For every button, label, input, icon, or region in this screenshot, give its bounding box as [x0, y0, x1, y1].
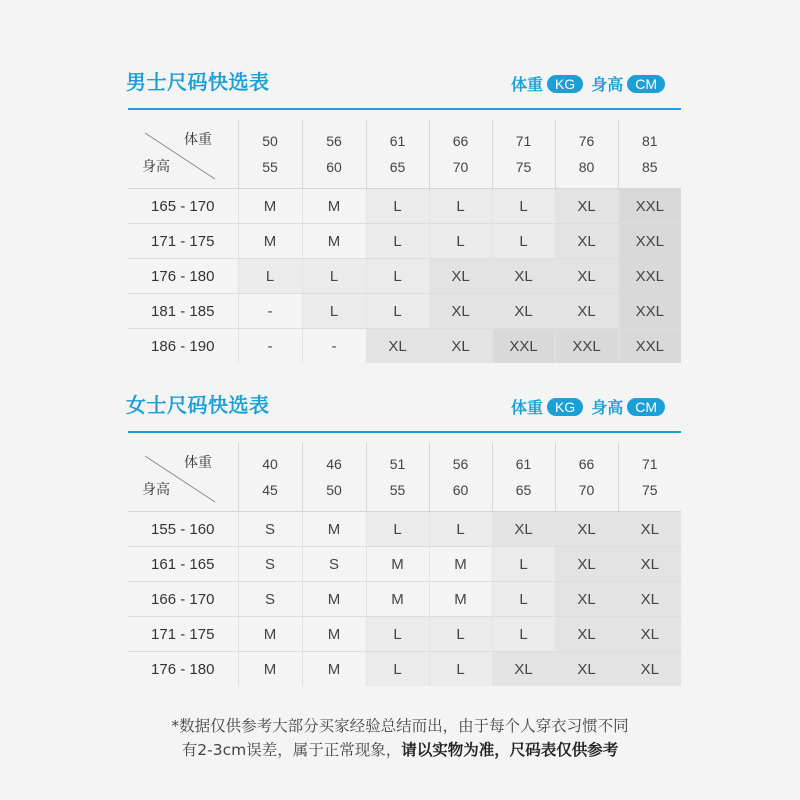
size-cell: XXL	[618, 329, 681, 364]
size-cell: XL	[492, 652, 555, 687]
women-units-legend	[511, 395, 665, 418]
size-cell: L	[302, 259, 366, 294]
size-cell: M	[238, 652, 302, 687]
size-cell: L	[492, 189, 555, 224]
size-cell: XL	[429, 329, 492, 364]
weight-min: 40	[262, 456, 278, 472]
size-cell: S	[238, 547, 302, 582]
disclaimer-line-2-text: 有2-3cm误差，属于正常现象，	[181, 741, 402, 759]
size-cell: L	[366, 224, 429, 259]
weight-max: 45	[262, 482, 278, 498]
size-cell: XL	[618, 617, 681, 652]
weight-unit-label: 体重	[510, 75, 543, 94]
size-cell: M	[238, 224, 302, 259]
men-section-header	[128, 62, 681, 110]
size-cell: M	[302, 189, 366, 224]
size-cell: L	[429, 512, 492, 547]
weight-max: 75	[515, 159, 532, 175]
weight-max: 60	[452, 482, 469, 498]
size-cell: M	[238, 189, 302, 224]
weight-min: 51	[389, 456, 406, 472]
corner-height-label: 身高	[142, 482, 170, 498]
size-cell: L	[492, 617, 555, 652]
weight-column-header	[302, 443, 366, 512]
men-size-table	[128, 120, 681, 363]
size-cell: M	[429, 547, 492, 582]
weight-column-header	[492, 120, 555, 189]
size-cell: L	[429, 652, 492, 687]
weight-min: 71	[515, 133, 532, 149]
size-cell: L	[238, 259, 302, 294]
table-row	[128, 189, 681, 224]
disclaimer-emphasis: 请以实物为准，尺码表仅供参考	[401, 741, 619, 759]
corner-weight-label: 体重	[184, 132, 212, 148]
table-row	[128, 582, 681, 617]
men-weight-header-row	[128, 120, 681, 189]
size-cell: XL	[555, 224, 618, 259]
height-unit-badge: CM	[627, 398, 665, 416]
men-chart-title: 男士尺码快选表	[126, 70, 270, 94]
weight-max: 55	[262, 159, 278, 175]
table-row	[128, 617, 681, 652]
weight-min: 61	[515, 456, 532, 472]
size-cell: M	[302, 224, 366, 259]
size-cell: M	[429, 582, 492, 617]
size-cell: XL	[429, 294, 492, 329]
size-cell: L	[366, 652, 429, 687]
size-cell: M	[366, 582, 429, 617]
weight-min: 56	[326, 133, 342, 149]
weight-column-header	[238, 120, 302, 189]
table-row	[128, 259, 681, 294]
weight-max: 65	[515, 482, 532, 498]
height-range-label: 171 - 175	[128, 224, 238, 259]
size-cell: L	[492, 582, 555, 617]
size-cell: S	[238, 582, 302, 617]
size-cell: XXL	[555, 329, 618, 364]
size-cell: XL	[492, 294, 555, 329]
weight-column-header	[618, 443, 681, 512]
size-cell: L	[366, 512, 429, 547]
height-range-label: 165 - 170	[128, 189, 238, 224]
size-cell: S	[302, 547, 366, 582]
weight-max: 70	[578, 482, 595, 498]
weight-min: 66	[578, 456, 595, 472]
women-corner-header	[128, 443, 238, 512]
size-cell: XL	[618, 582, 681, 617]
weight-unit-label: 体重	[510, 398, 543, 417]
disclaimer-line-2	[0, 738, 800, 762]
size-cell: L	[366, 259, 429, 294]
size-cell: L	[429, 224, 492, 259]
weight-min: 71	[641, 456, 658, 472]
weight-max: 85	[641, 159, 658, 175]
height-range-label: 176 - 180	[151, 660, 215, 678]
weight-column-header	[238, 443, 302, 512]
weight-max: 70	[452, 159, 469, 175]
weight-max: 50	[326, 482, 342, 498]
size-cell: XL	[555, 259, 618, 294]
size-cell: L	[492, 547, 555, 582]
weight-column-header	[366, 443, 429, 512]
men-size-section	[126, 62, 681, 355]
weight-max: 80	[578, 159, 595, 175]
size-cell: XL	[555, 512, 618, 547]
weight-column-header	[429, 120, 492, 189]
size-cell: XL	[555, 617, 618, 652]
weight-column-header	[429, 443, 492, 512]
size-cell: XL	[555, 547, 618, 582]
size-cell: M	[238, 617, 302, 652]
size-cell: L	[366, 189, 429, 224]
size-cell: XXL	[618, 259, 681, 294]
size-cell: XL	[555, 189, 618, 224]
weight-min: 76	[578, 133, 595, 149]
size-cell: L	[429, 189, 492, 224]
weight-column-header	[555, 443, 618, 512]
weight-column-header	[492, 443, 555, 512]
size-cell: XL	[618, 547, 681, 582]
table-row	[128, 224, 681, 259]
size-cell: L	[492, 224, 555, 259]
size-cell: XL	[555, 652, 618, 687]
height-range-label: 155 - 160	[128, 512, 238, 547]
height-unit-label: 身高	[591, 75, 624, 94]
size-cell: M	[366, 547, 429, 582]
size-cell: M	[302, 512, 366, 547]
size-cell: XL	[618, 512, 681, 547]
weight-min: 66	[452, 133, 469, 149]
weight-max: 60	[326, 159, 342, 175]
size-cell: -	[238, 329, 302, 364]
weight-unit-badge: KG	[547, 75, 583, 93]
men-corner-header	[128, 120, 238, 189]
size-cell: M	[302, 652, 366, 687]
table-row	[128, 652, 681, 687]
size-cell: XL	[555, 294, 618, 329]
corner-height-label: 身高	[142, 159, 170, 175]
height-range-label: 176 - 180	[128, 259, 238, 294]
weight-column-header	[618, 120, 681, 189]
corner-weight-label: 体重	[184, 455, 212, 471]
weight-unit-badge: KG	[547, 398, 583, 416]
weight-column-header	[555, 120, 618, 189]
size-cell: M	[302, 617, 366, 652]
weight-max: 65	[389, 159, 406, 175]
size-cell: L	[366, 617, 429, 652]
size-cell: XXL	[618, 189, 681, 224]
disclaimer-line-1: *数据仅供参考大部分买家经验总结而出，由于每个人穿衣习惯不同	[171, 717, 629, 735]
women-size-section	[126, 385, 681, 678]
height-range-label: 186 - 190	[151, 337, 215, 355]
weight-column-header	[366, 120, 429, 189]
disclaimer-note	[0, 714, 800, 762]
size-cell: XL	[555, 582, 618, 617]
height-range-label: 161 - 165	[128, 547, 238, 582]
women-chart-title: 女士尺码快选表	[126, 393, 270, 417]
size-cell: -	[238, 294, 302, 329]
women-size-table	[128, 443, 681, 686]
weight-min: 56	[452, 456, 469, 472]
size-cell: XXL	[492, 329, 555, 364]
height-range-label: 181 - 185	[128, 294, 238, 329]
weight-max: 55	[389, 482, 406, 498]
size-cell: XL	[429, 259, 492, 294]
size-cell: XL	[618, 652, 681, 687]
weight-column-header	[302, 120, 366, 189]
size-cell: L	[429, 617, 492, 652]
height-unit-label: 身高	[591, 398, 624, 417]
size-cell: L	[302, 294, 366, 329]
size-cell: XL	[492, 512, 555, 547]
size-cell: XXL	[618, 224, 681, 259]
table-row	[128, 547, 681, 582]
weight-min: 61	[389, 133, 406, 149]
men-units-legend	[511, 72, 665, 95]
size-cell: S	[238, 512, 302, 547]
weight-max: 75	[641, 482, 658, 498]
size-cell: L	[366, 294, 429, 329]
table-row	[128, 329, 681, 364]
table-row	[128, 512, 681, 547]
women-weight-header-row	[128, 443, 681, 512]
women-section-header	[128, 385, 681, 433]
weight-min: 50	[262, 133, 278, 149]
size-cell: -	[302, 329, 366, 364]
height-range-label: 171 - 175	[128, 617, 238, 652]
height-unit-badge: CM	[627, 75, 665, 93]
size-cell: M	[302, 582, 366, 617]
table-row	[128, 294, 681, 329]
height-range-label: 166 - 170	[128, 582, 238, 617]
size-cell: XXL	[618, 294, 681, 329]
weight-min: 81	[641, 133, 658, 149]
size-cell: XL	[492, 259, 555, 294]
size-cell: XL	[366, 329, 429, 364]
weight-min: 46	[326, 456, 342, 472]
